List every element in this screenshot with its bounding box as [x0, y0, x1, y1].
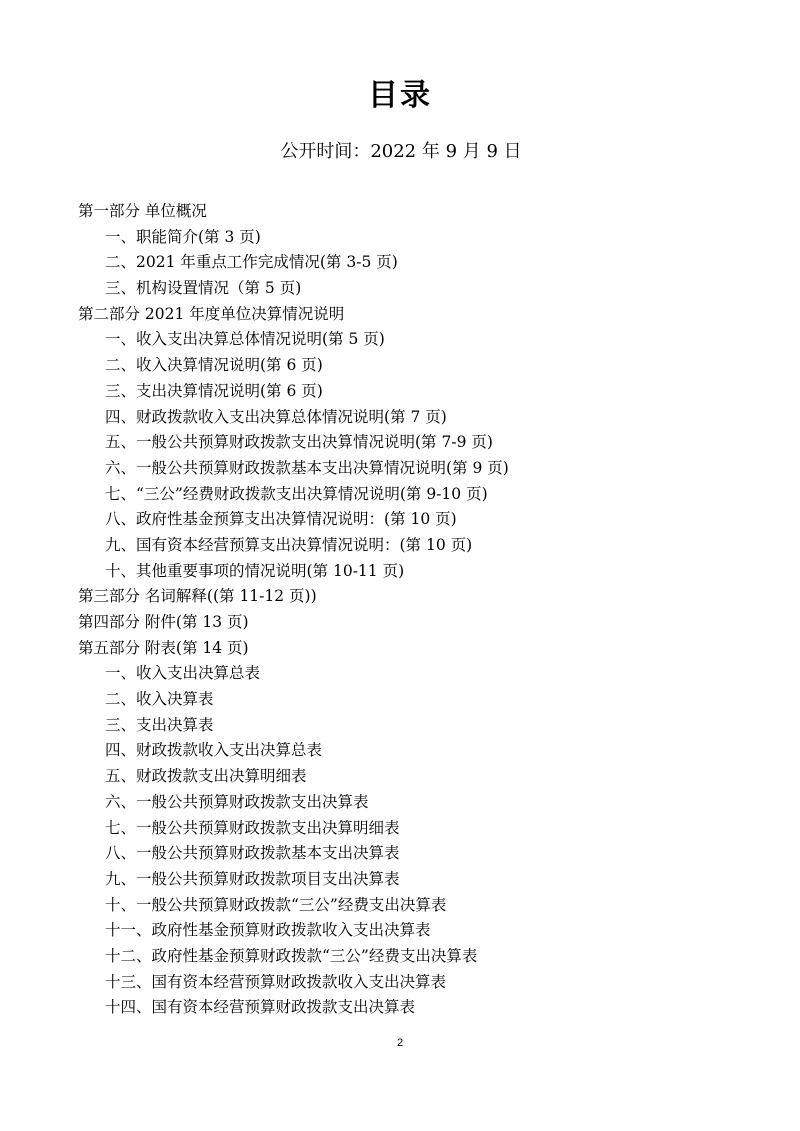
toc-entry: 二、收入决算情况说明(第 6 页) [105, 356, 323, 375]
publish-date: 公开时间：2022 年 9 月 9 日 [280, 141, 522, 162]
toc-entry: 十、其他重要事项的情况说明(第 10-11 页) [105, 561, 405, 580]
page-number: 2 [396, 1037, 404, 1049]
toc-section-heading: 第三部分 名词解释((第 11-12 页)) [78, 587, 317, 606]
toc-entry: 九、一般公共预算财政拨款项目支出决算表 [105, 869, 400, 888]
toc-entry: 一、职能简介(第 3 页) [105, 227, 261, 246]
toc-entry: 一、收入支出决算总体情况说明(第 5 页) [105, 330, 385, 349]
toc-entry: 七、一般公共预算财政拨款支出决算明细表 [105, 818, 400, 837]
toc-entry: 三、机构设置情况（第 5 页) [105, 279, 302, 298]
toc-entry: 二、2021 年重点工作完成情况(第 3-5 页) [105, 253, 398, 272]
toc-entry: 三、支出决算表 [105, 715, 214, 734]
toc-entry: 三、支出决算情况说明(第 6 页) [105, 381, 323, 400]
toc-entry: 六、一般公共预算财政拨款基本支出决算情况说明(第 9 页) [105, 458, 509, 477]
toc-entry: 二、收入决算表 [105, 690, 214, 709]
table-of-contents [78, 199, 768, 1021]
toc-entry: 七、“三公”经费财政拨款支出决算情况说明(第 9-10 页) [105, 484, 488, 503]
toc-entry: 十二、政府性基金预算财政拨款“三公”经费支出决算表 [105, 946, 478, 965]
toc-entry: 一、收入支出决算总表 [105, 664, 261, 683]
toc-entry: 四、财政拨款收入支出决算总体情况说明(第 7 页) [105, 407, 447, 426]
toc-entry: 九、国有资本经营预算支出决算情况说明：(第 10 页) [105, 535, 473, 554]
toc-entry: 四、财政拨款收入支出决算总表 [105, 741, 323, 760]
toc-entry: 八、政府性基金预算支出决算情况说明：(第 10 页) [105, 510, 457, 529]
toc-entry: 五、财政拨款支出决算明细表 [105, 767, 307, 786]
toc-entry: 十三、国有资本经营预算财政拨款收入支出决算表 [105, 972, 447, 991]
toc-entry: 十四、国有资本经营预算财政拨款支出决算表 [105, 998, 416, 1017]
toc-section-heading: 第一部分 单位概况 [78, 202, 207, 220]
toc-section-heading: 第二部分 2021 年度单位决算情况说明 [78, 304, 345, 323]
toc-section-heading: 第四部分 附件(第 13 页) [78, 613, 249, 631]
toc-entry: 六、一般公共预算财政拨款支出决算表 [105, 792, 369, 811]
toc-entry: 五、一般公共预算财政拨款支出决算情况说明(第 7-9 页) [105, 433, 493, 452]
toc-section-heading: 第五部分 附表(第 14 页) [78, 638, 249, 657]
toc-entry: 十一、政府性基金预算财政拨款收入支出决算表 [105, 921, 431, 940]
toc-entry: 八、一般公共预算财政拨款基本支出决算表 [105, 844, 400, 863]
page-title: 目录 [368, 78, 432, 113]
toc-entry: 十、一般公共预算财政拨款“三公”经费支出决算表 [105, 895, 447, 914]
